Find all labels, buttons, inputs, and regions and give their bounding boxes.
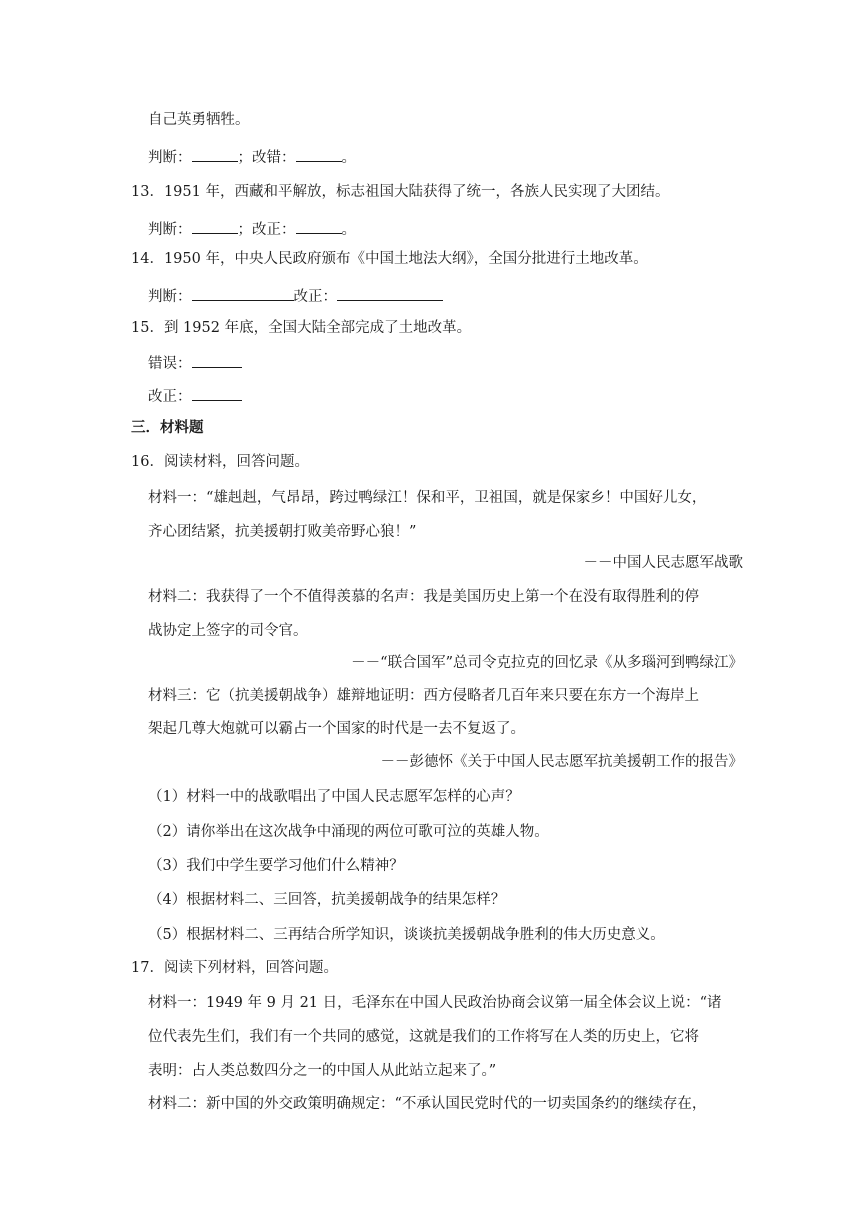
q16-subquestion-2: （2）请你举出在这次战争中涌现的两位可歌可泣的英雄人物。 [148, 824, 549, 840]
q12-fix-blank[interactable] [296, 146, 342, 162]
q16-material2-line2: 战协定上签字的司令官。 [148, 623, 308, 639]
q13-fix-blank[interactable] [296, 218, 342, 234]
q13-text: 13．1951 年，西藏和平解放，标志祖国大陆获得了统一，各族人民实现了大团结。 [131, 184, 670, 200]
section-heading: 三．材料题 [131, 419, 204, 436]
q14-text: 14．1950 年，中央人民政府颁布《中国土地法大纲》，全国分批进行土地改革。 [131, 251, 648, 267]
q15-error-blank[interactable] [192, 352, 242, 368]
q13-judge-label: 判断： [148, 222, 192, 238]
q16-subquestion-1: （1）材料一中的战歌唱出了中国人民志愿军怎样的心声？ [148, 789, 520, 805]
q16-subquestion-3: （3）我们中学生要学习他们什么精神？ [148, 858, 404, 874]
q13-answer-line [148, 218, 356, 240]
q15-text: 15．到 1952 年底，全国大陆全部完成了土地改革。 [131, 320, 472, 336]
q14-answer-line [148, 285, 443, 307]
q16-subquestion-4: （4）根据材料二、三回答，抗美援朝战争的结果怎样？ [148, 892, 506, 908]
q15-error-label: 错误： [148, 356, 192, 372]
q17-stem: 17．阅读下列材料，回答问题。 [131, 960, 338, 976]
q16-material3-line2: 架起几尊大炮就可以霸占一个国家的时代是一去不复返了。 [148, 721, 525, 737]
q17-material2-line1: 材料二：新中国的外交政策明确规定：“不承认国民党时代的一切卖国条约的继续存在， [148, 1096, 707, 1112]
q12-end: 。 [341, 150, 356, 166]
q13-separator: ；改正： [237, 222, 296, 238]
q17-material1-line3: 表明：占人类总数四分之一的中国人从此站立起来了。” [148, 1063, 497, 1079]
q12-judge-label: 判断： [148, 150, 192, 166]
q13-end: 。 [341, 222, 356, 238]
q12-answer-line [148, 146, 356, 168]
q14-judge-blank[interactable] [192, 285, 294, 301]
q16-material1-line2: 齐心团结紧，抗美援朝打败美帝野心狼！” [148, 524, 417, 540]
q15-fix-line [148, 385, 242, 407]
q17-material1-line2: 位代表先生们，我们有一个共同的感觉，这就是我们的工作将写在人类的历史上，它将 [148, 1029, 699, 1045]
q14-fix-label: 改正： [293, 289, 337, 305]
q15-error-line [148, 352, 242, 374]
q16-material1-line1: 材料一：“雄赳赳，气昂昂，跨过鸭绿江！保和平，卫祖国，就是保家乡！中国好儿女， [148, 490, 707, 506]
q16-material2-source: －－“联合国军”总司令克拉克的回忆录《从多瑙河到鸭绿江》 [351, 655, 743, 671]
q14-fix-blank[interactable] [337, 285, 443, 301]
q15-fix-label: 改正： [148, 389, 192, 405]
q16-material1-source: －－中国人民志愿军战歌 [583, 555, 743, 571]
q16-material3-line1: 材料三：它（抗美援朝战争）雄辩地证明：西方侵略者几百年来只要在东方一个海岸上 [148, 688, 699, 704]
q16-material3-source: －－彭德怀《关于中国人民志愿军抗美援朝工作的报告》 [380, 754, 743, 770]
q16-subquestion-5: （5）根据材料二、三再结合所学知识，谈谈抗美援朝战争胜利的伟大历史意义。 [148, 927, 665, 943]
q14-judge-label: 判断： [148, 289, 192, 305]
q16-stem: 16．阅读材料，回答问题。 [131, 454, 309, 470]
q12-continuation: 自己英勇牺牲。 [148, 112, 250, 128]
q12-judge-blank[interactable] [192, 146, 238, 162]
q16-material2-line1: 材料二：我获得了一个不值得羡慕的名声：我是美国历史上第一个在没有取得胜利的停 [148, 589, 699, 605]
q13-judge-blank[interactable] [192, 218, 238, 234]
q15-fix-blank[interactable] [192, 385, 242, 401]
q12-separator: ；改错： [237, 150, 296, 166]
q17-material1-line1: 材料一：1949 年 9 月 21 日，毛泽东在中国人民政治协商会议第一届全体会议上说：“诸 [148, 995, 722, 1011]
